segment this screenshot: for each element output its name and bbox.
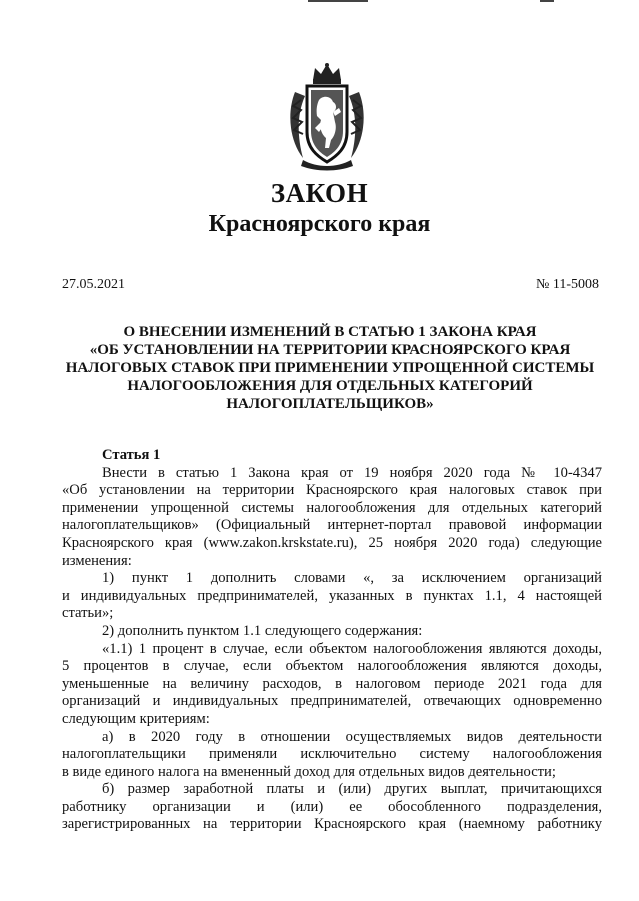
text-line: 5 процентов в случае, если объектом налогообложения являются доходы, — [62, 658, 602, 675]
text-line: работнику организации и (или) ее обособленного подразделения, — [62, 798, 602, 815]
text-line: статьи»; — [62, 605, 114, 622]
text-line: а) в 2020 году в отношении осуществляемых видов деятельности — [102, 728, 602, 745]
text-line: б) размер заработной платы и (или) других выплат, причитающихся — [102, 781, 602, 798]
text-line: применении упрощенной системы налогообложения для отдельных категорий — [62, 499, 602, 516]
text-line: уменьшенные на величину расходов, в налоговом периоде 2021 года для — [62, 675, 602, 692]
text-line: 2) дополнить пунктом 1.1 следующего содержания: — [102, 622, 423, 639]
text-line: «Об установлении на территории Красноярского края налоговых ставок при — [62, 482, 602, 499]
heading-line: О ВНЕСЕНИИ ИЗМЕНЕНИЙ В СТАТЬЮ 1 ЗАКОНА КРАЯ — [123, 324, 537, 340]
document-date: 27.05.2021 — [62, 277, 125, 292]
scan-artifacts — [0, 0, 639, 4]
text-line: налогоплательщики применяли исключительно систему налогообложения — [62, 746, 602, 763]
document-number: № 11-5008 — [536, 277, 599, 292]
text-line: следующим критериям: — [62, 710, 210, 727]
text-line: «1.1) 1 процент в случае, если объектом налогообложения являются доходы, — [102, 640, 602, 657]
article-title: Статья 1 — [102, 447, 161, 463]
heading-line: НАЛОГОПЛАТЕЛЬЩИКОВ» — [226, 396, 434, 412]
text-line: 1) пункт 1 дополнить словами «, за исключением организаций — [102, 570, 602, 587]
document-title: ЗАКОН — [270, 178, 369, 208]
heading-line: НАЛОГОВЫХ СТАВОК ПРИ ПРИМЕНЕНИИ УПРОЩЕННОЙ СИСТЕМЫ — [65, 360, 595, 376]
text-line: в виде единого налога на вмененный доход для отдельных видов деятельности; — [62, 763, 556, 780]
text-line: налогоплательщиков» (Официальный интернет-портал правовой информации — [62, 517, 602, 534]
heading-line: «ОБ УСТАНОВЛЕНИИ НА ТЕРРИТОРИИ КРАСНОЯРСКОГО КРАЯ — [89, 342, 571, 358]
text-line: организаций и индивидуальных предпринимателей, отвечающих одновременно — [62, 693, 602, 710]
text-line: Красноярского края (www.zakon.krskstate.ru), 25 ноября 2020 года) следующие — [62, 534, 602, 551]
law-heading — [60, 323, 600, 413]
article-body — [62, 447, 602, 834]
document-subtitle: Красноярского края — [208, 211, 431, 237]
text-line: зарегистрированных на территории Красноярского края (наемному работнику — [62, 816, 602, 833]
text-line: изменения: — [62, 552, 132, 569]
text-line: и индивидуальных предпринимателей, указанных в пунктах 1.1, 4 настоящей — [62, 587, 602, 604]
text-line: Внести в статью 1 Закона края от 19 ноября 2020 года № 10-4347 — [102, 464, 602, 481]
heading-line: НАЛОГООБЛОЖЕНИЯ ДЛЯ ОТДЕЛЬНЫХ КАТЕГОРИЙ — [127, 378, 533, 394]
coat-of-arms-icon — [283, 62, 371, 174]
